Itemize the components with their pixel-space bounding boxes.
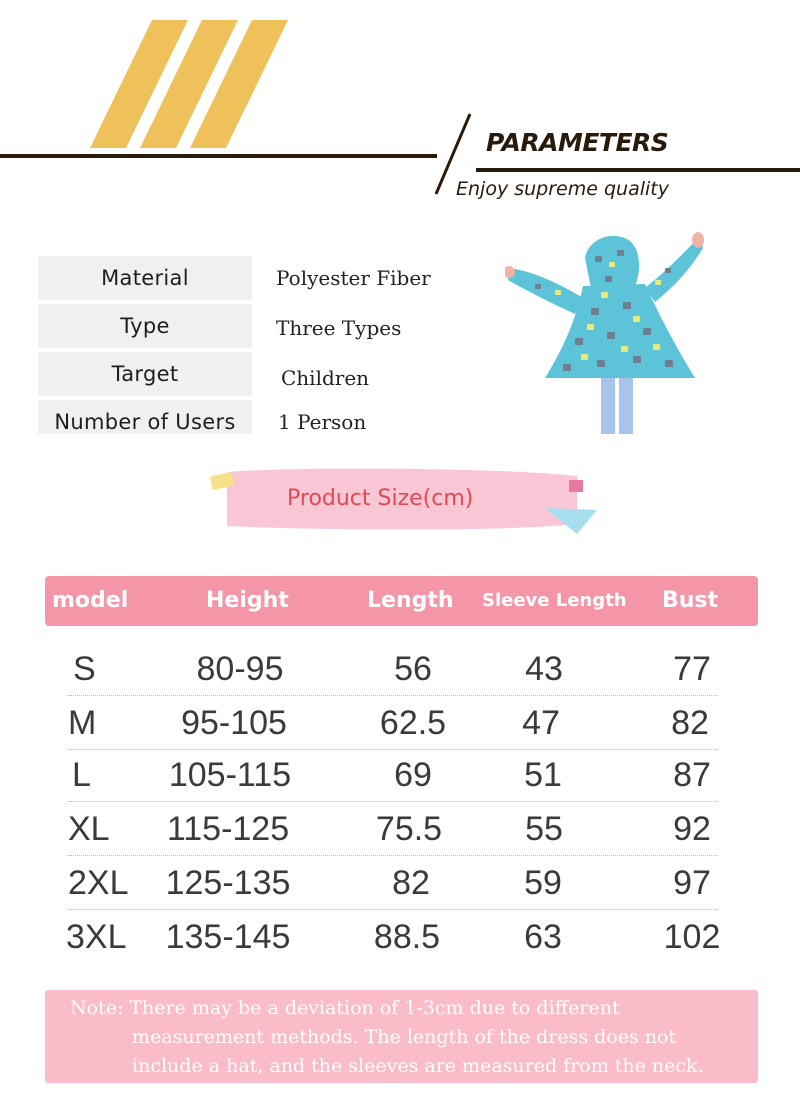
param-label-material: Material xyxy=(38,256,252,300)
table-cell-bust: 92 xyxy=(673,810,711,848)
table-cell-bust: 97 xyxy=(673,864,711,902)
table-cell-sleeve: 51 xyxy=(524,756,562,794)
table-cell-bust: 77 xyxy=(673,650,711,688)
note-line-3: include a hat, and the sleeves are measured from the neck. xyxy=(132,1055,704,1077)
table-cell-model: S xyxy=(73,650,96,688)
product-size-title: Product Size(cm) xyxy=(287,486,474,511)
table-cell-length: 69 xyxy=(394,756,432,794)
table-cell-height: 115-125 xyxy=(166,810,290,848)
table-cell-length: 82 xyxy=(392,864,430,902)
column-header-length: Length xyxy=(367,588,454,613)
table-cell-sleeve: 59 xyxy=(524,864,562,902)
table-cell-model: 2XL xyxy=(68,864,129,902)
table-cell-length: 56 xyxy=(394,650,432,688)
table-cell-height: 80-95 xyxy=(196,650,284,688)
table-cell-sleeve: 47 xyxy=(522,704,560,742)
row-divider xyxy=(68,695,718,696)
table-cell-height: 105-115 xyxy=(168,756,292,794)
table-cell-model: L xyxy=(72,756,91,794)
table-cell-model: 3XL xyxy=(66,918,127,956)
table-cell-length: 88.5 xyxy=(373,918,441,956)
table-cell-length: 75.5 xyxy=(375,810,443,848)
table-cell-model: M xyxy=(68,704,97,742)
param-value-material: Polyester Fiber xyxy=(276,266,431,290)
param-label-type: Type xyxy=(38,304,252,348)
row-divider xyxy=(68,801,718,802)
page-title: PARAMETERS xyxy=(486,128,669,157)
table-cell-bust: 82 xyxy=(671,704,709,742)
header-divider-left xyxy=(0,154,437,158)
column-header-model: model xyxy=(52,588,129,613)
param-label-target: Target xyxy=(38,352,252,396)
header-divider-right xyxy=(476,168,800,172)
measurement-note xyxy=(70,994,730,1081)
column-header-sleeve-length: Sleeve Length xyxy=(482,590,627,611)
table-cell-bust: 87 xyxy=(673,756,711,794)
table-cell-height: 95-105 xyxy=(181,704,287,742)
table-cell-sleeve: 55 xyxy=(525,810,563,848)
product-photo xyxy=(505,228,705,438)
table-cell-length: 62.5 xyxy=(379,704,447,742)
table-cell-sleeve: 43 xyxy=(525,650,563,688)
param-value-target: Children xyxy=(281,366,370,390)
param-value-type: Three Types xyxy=(276,316,402,340)
row-divider xyxy=(68,855,718,856)
table-cell-sleeve: 63 xyxy=(524,918,562,956)
table-cell-height: 125-135 xyxy=(165,864,291,902)
decorative-stripes xyxy=(80,18,300,150)
note-line-2: measurement methods. The length of the dress does not xyxy=(132,1026,677,1048)
note-line-1: Note: There may be a deviation of 1-3cm due to different xyxy=(70,997,620,1019)
row-divider xyxy=(68,909,718,910)
table-cell-model: XL xyxy=(68,810,110,848)
table-cell-bust: 102 xyxy=(663,918,721,956)
column-header-bust: Bust xyxy=(662,588,719,613)
param-value-users: 1 Person xyxy=(278,410,367,434)
column-header-height: Height xyxy=(206,588,289,613)
page-subtitle: Enjoy supreme quality xyxy=(456,178,669,200)
row-divider xyxy=(68,749,718,750)
param-label-users: Number of Users xyxy=(38,400,252,434)
table-cell-height: 135-145 xyxy=(165,918,291,956)
